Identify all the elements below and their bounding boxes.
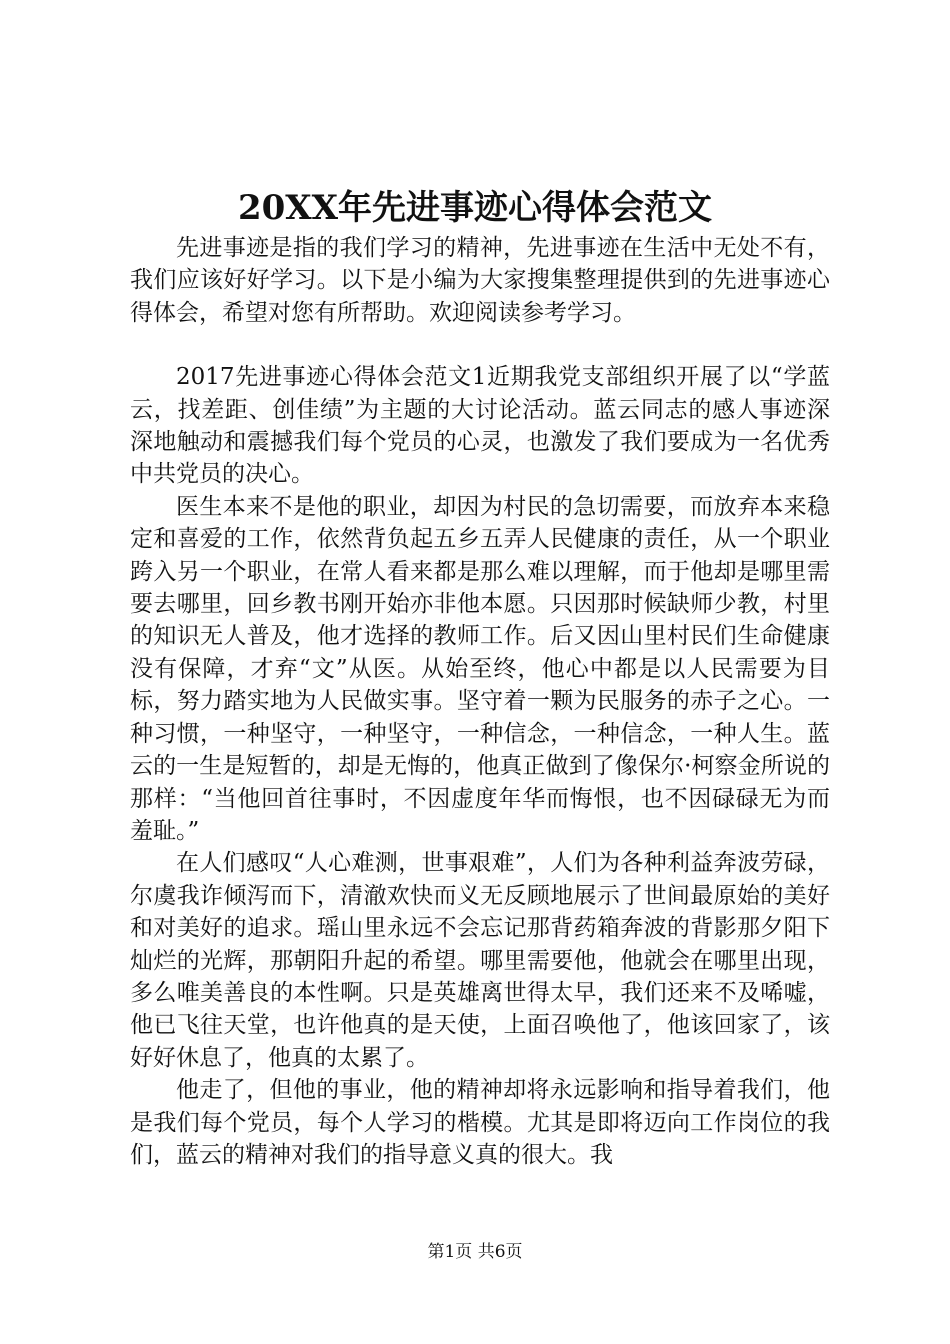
page-number-footer: 第1页 共6页	[427, 1242, 523, 1262]
paragraph-4: 他走了，但他的事业，他的精神却将永远影响和指导着我们，他是我们每个党员，每个人学习的楷模。尤其是即将迈向工作岗位的我们，蓝云的精神对我们的指导意义真的很大。我	[130, 1077, 830, 1168]
document-body	[130, 232, 830, 1171]
paragraph-1: 2017先进事迹心得体会范文1近期我党支部组织开展了以“学蓝云，找差距、创佳绩”为主题的大讨论活动。蓝云同志的感人事迹深深地触动和震撼我们每个党员的心灵，也激发了我们要成为一名优秀中共党员的决心。	[130, 364, 830, 488]
paragraph-2: 医生本来不是他的职业，却因为村民的急切需要，而放弃本来稳定和喜爱的工作，依然背负起五乡五弄人民健康的责任，从一个职业跨入另一个职业，在常人看来都是那么难以理解，而于他却是哪里需要去哪里，回乡教书刚开始亦非他本愿。只因那时候缺师少教，村里的知识无人普及，他才选择的教师工作。后又因山里村民们生命健康没有保障，才弃“文”从医。从始至终，他心中都是以人民需要为目标，努力踏实地为人民做实事。坚守着一颗为民服务的赤子之心。一种习惯，一种坚守，一种坚守，一种信念，一种信念，一种人生。蓝云的一生是短暂的，却是无悔的，他真正做到了像保尔·柯察金所说的那样：“当他回首往事时，不因虚度年华而悔恨，也不因碌碌无为而羞耻。”	[130, 493, 830, 844]
paragraph-intro: 先进事迹是指的我们学习的精神，先进事迹在生活中无处不有，我们应该好好学习。以下是小编为大家搜集整理提供到的先进事迹心得体会，希望对您有所帮助。欢迎阅读参考学习。	[130, 235, 830, 326]
document-title: 20XX年先进事迹心得体会范文	[237, 188, 713, 228]
paragraph-3: 在人们感叹“人心难测，世事艰难”，人们为各种利益奔波劳碌，尔虞我诈倾泻而下，清澈欢快而义无反顾地展示了世间最原始的美好和对美好的追求。瑶山里永远不会忘记那背药箱奔波的背影那夕阳下灿烂的光辉，那朝阳升起的希望。哪里需要他，他就会在哪里出现，多么唯美善良的本性啊。只是英雄离世得太早，我们还来不及唏嘘，他已飞往天堂，也许他真的是天使，上面召唤他了，他该回家了，该好好休息了，他真的太累了。	[130, 850, 830, 1071]
